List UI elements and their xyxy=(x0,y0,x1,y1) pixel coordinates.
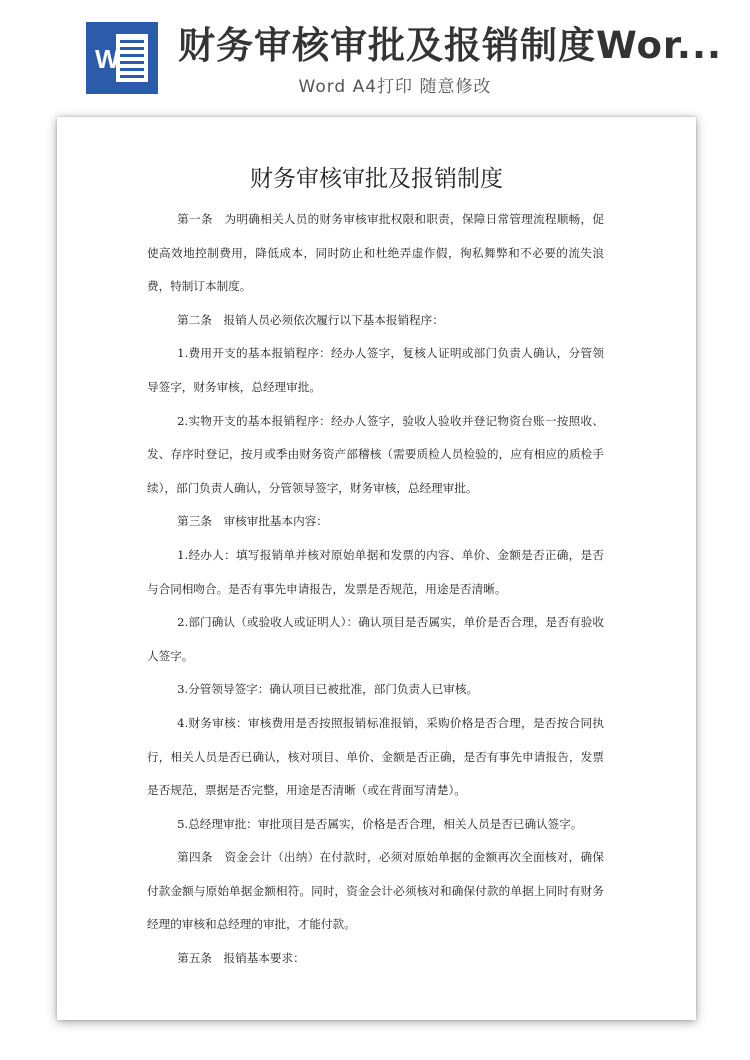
header xyxy=(0,0,750,108)
document-page xyxy=(57,117,696,1020)
word-icon-letter: W xyxy=(95,44,120,74)
paragraph: 第一条 为明确相关人员的财务审核审批权限和职责，保障日常管理流程顺畅，促使高效地控制费用，降低成本，同时防止和杜绝弄虚作假，徇私舞弊和不必要的流失浪费，特制订本制度。 xyxy=(147,212,604,294)
page-title: 财务审核审批及报销制度Wor... xyxy=(178,24,723,67)
paragraph: 5.总经理审批：审批项目是否属实，价格是否合理，相关人员是否已确认签字。 xyxy=(177,816,583,831)
document-title: 财务审核审批及报销制度 xyxy=(250,166,503,192)
page-subtitle: Word A4打印 随意修改 xyxy=(298,77,492,97)
paragraph: 第五条 报销基本要求： xyxy=(177,951,305,966)
paragraph: 4.财务审核：审核费用是否按照报销标准报销，采购价格是否合理，是否按合同执行，相关人员是否已确认，核对项目、单价、金额是否正确，是否有事先申请报告，发票是否规范，票据是否完整，用途是否清晰（或在背面写清楚）。 xyxy=(147,715,604,798)
paragraph: 1.经办人：填写报销单并核对原始单据和发票的内容、单价、金额是否正确，是否与合同相吻合。是否有事先申请报告，发票是否规范，用途是否清晰。 xyxy=(147,547,604,596)
document-body xyxy=(147,203,604,976)
paragraph: 2.部门确认（或验收人或证明人）：确认项目是否属实，单价是否合理，是否有验收人签字。 xyxy=(147,615,604,663)
paragraph: 第二条 报销人员必须依次履行以下基本报销程序： xyxy=(177,312,444,327)
paragraph: 2.实物开支的基本报销程序：经办人签字，验收人验收并登记物资台账一按照收、发、存序时登记，按月或季由财务资产部稽核（需要质检人员检验的，应有相应的质检手续），部门负责人确认，分管领导签字，财务审核，总经理审批。 xyxy=(147,413,604,495)
paragraph: 第四条 资金会计（出纳）在付款时，必须对原始单据的金额再次全面核对，确保付款金额与原始单据金额相符。同时，资金会计必须核对和确保付款的单据上同时有财务经理的审核和总经理的审批，才能付款。 xyxy=(147,850,604,932)
paragraph: 3.分管领导签字：确认项目已被批准，部门负责人已审核。 xyxy=(177,682,479,697)
paragraph: 第三条 审核审批基本内容： xyxy=(177,514,328,529)
paragraph: 1.费用开支的基本报销程序：经办人签字，复核人证明或部门负责人确认，分管领导签字，财务审核，总经理审批。 xyxy=(147,346,604,394)
